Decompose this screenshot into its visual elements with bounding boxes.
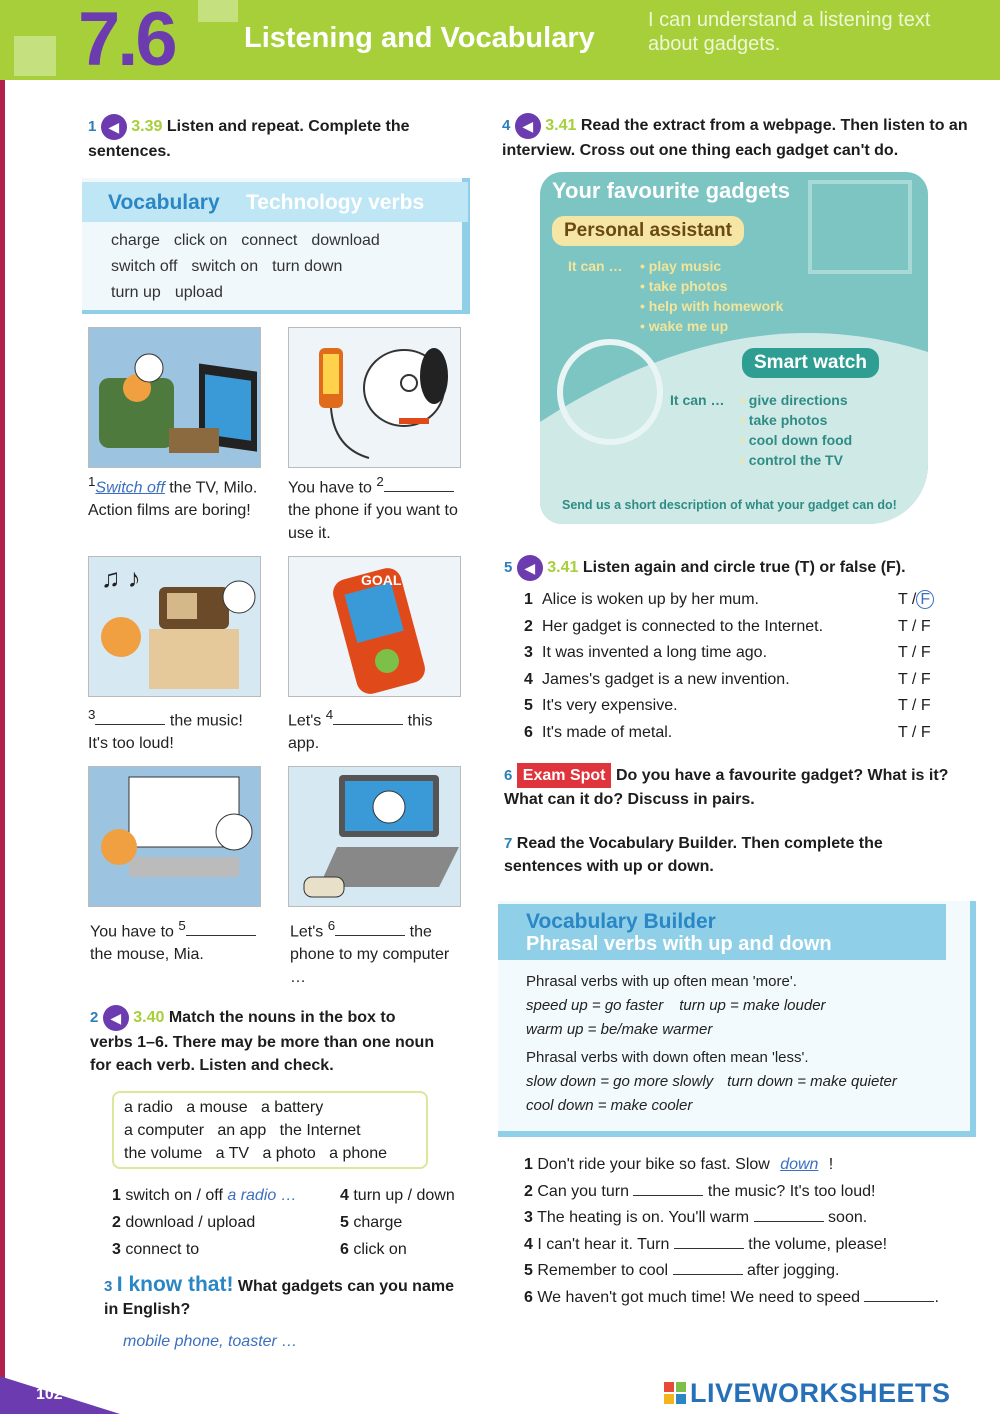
audio-icon[interactable]: ◀ [515, 113, 541, 139]
dog-phone-icon [289, 328, 461, 468]
ex4-instruction: Read the extract from a webpage. Then listen to an interview. Cross out one thing each gadget can't do. [502, 117, 968, 159]
word: turn down [272, 258, 343, 275]
ex7-instruction: Read the Vocabulary Builder. Then complete the sentences with up or down. [504, 835, 883, 875]
vb-line: Phrasal verbs with up often mean 'more'. [526, 973, 797, 990]
ex2-number: 2 [90, 1009, 99, 1027]
sentence: 3 The heating is on. You'll warm soon. [524, 1209, 868, 1226]
caption-text: the phone to my computer … [290, 923, 450, 987]
lesson-title: Listening and Vocabulary [244, 22, 595, 54]
verb-answer[interactable]: a radio … [227, 1187, 297, 1204]
liveworksheets-logo-icon [664, 1382, 686, 1404]
caption-2 [288, 470, 468, 545]
caption-text: the TV, Milo. Action films are boring! [88, 479, 258, 520]
ex5-number: 5 [504, 559, 513, 577]
lesson-goal: I can understand a listening text about gadgets. [648, 9, 931, 55]
sentence: 4 I can't hear it. Turn the volume, please! [524, 1235, 888, 1253]
nouns-row: a radio a mouse a battery [124, 1099, 324, 1116]
caption-text: the phone if you want to use it. [288, 502, 458, 543]
caption-answer[interactable]: Switch off [95, 479, 165, 497]
circled-answer[interactable]: F [916, 590, 934, 609]
illustration-phone-charge [288, 327, 461, 468]
card-footer: Send us a short description of what your gadget can do! [562, 498, 897, 512]
sentence: 1 Don't ride your bike so fast. Slow down ! [524, 1152, 994, 1179]
sentence-answer[interactable]: down [780, 1156, 819, 1173]
ex5-instruction: Listen again and circle true (T) or false (F). [582, 559, 906, 577]
page-number: 102 [36, 1386, 63, 1403]
illustration-app [288, 556, 461, 697]
true-false-list [524, 587, 954, 746]
illustration-radio [88, 556, 261, 697]
ex3-instruction-block [104, 1273, 464, 1321]
verb-item: 1 switch on / off a radio … [112, 1187, 297, 1204]
ex7-number: 7 [504, 835, 513, 852]
tf-row: 5 It's very expensive. T / F [524, 693, 954, 720]
nouns-row: the volume a TV a photo a phone [124, 1145, 387, 1162]
caption-3 [88, 703, 260, 755]
gadget2-list [740, 390, 852, 470]
tf-choice[interactable]: T / F [898, 697, 931, 714]
ex7-instruction-block [504, 832, 934, 878]
vb-subtitle: Phrasal verbs with up and down [526, 933, 832, 955]
gadget2-item[interactable]: • control the TV [740, 452, 843, 468]
tf-row: 6 It's made of metal. T / F [524, 720, 954, 747]
verb-item: 2 download / upload [112, 1214, 256, 1231]
svg-text:♫ ♪: ♫ ♪ [101, 563, 141, 593]
vb-line: Phrasal verbs with down often mean 'less'. [526, 1049, 809, 1066]
caption-number: 2 [376, 474, 384, 489]
ex1-instruction: Listen and repeat. Complete the sentences. [88, 118, 410, 160]
gadget1-item[interactable]: • play music [640, 258, 722, 274]
ex3-number: 3 [104, 1278, 113, 1295]
tf-row: 4 James's gadget is a new invention. T / F [524, 667, 954, 694]
caption-text: this app. [288, 712, 433, 753]
gadget1-list [640, 256, 783, 336]
tf-choice[interactable]: T / F [898, 617, 931, 635]
lesson-number: 7.6 [78, 0, 175, 82]
card-title: Your favourite gadgets [552, 178, 790, 203]
vocabulary-box-header [82, 182, 468, 222]
phone-app-icon [289, 557, 461, 697]
gadgets-webpage-card [540, 172, 928, 524]
caption-number: 4 [325, 707, 334, 722]
sentence: 2 Can you turn the music? It's too loud! [524, 1182, 876, 1200]
illustration-tv [88, 327, 261, 468]
ex1-track: 3.39 [131, 118, 163, 136]
caption-number: 6 [327, 918, 336, 933]
vb-line: warm up = be/make warmer [526, 1021, 713, 1038]
gadget2-item[interactable]: • give directions [740, 392, 848, 408]
ex4-number: 4 [502, 117, 511, 135]
answer-blank[interactable] [673, 1261, 743, 1275]
audio-icon[interactable]: ◀ [517, 555, 543, 581]
ex6-instruction-block [504, 763, 974, 811]
ex3-instruction: What gadgets can you name in English? [104, 1278, 454, 1318]
gadget1-item[interactable]: • take photos [640, 278, 728, 294]
caption-text: Let's [288, 712, 322, 730]
ex6-instruction: Do you have a favourite gadget? What is it? What can it do? Discuss in pairs. [504, 767, 949, 808]
answer-blank[interactable] [335, 922, 405, 936]
gadget2-label: Smart watch [742, 348, 879, 378]
gadget1-label: Personal assistant [552, 216, 744, 246]
answer-blank[interactable] [754, 1208, 824, 1222]
word: charge [111, 232, 160, 249]
word: turn up [111, 284, 161, 301]
caption-6 [290, 914, 462, 989]
gadget1-item[interactable]: • help with homework [640, 298, 784, 314]
exam-spot-badge: Exam Spot [517, 763, 612, 788]
answer-blank[interactable] [186, 922, 256, 936]
decor-square [14, 36, 56, 76]
verb-item: 4 turn up / down [340, 1187, 455, 1204]
illustration-laptop [288, 766, 461, 907]
decor-square [198, 0, 238, 22]
ex2-instruction-block [90, 1005, 440, 1077]
verbs-right [340, 1182, 480, 1263]
word: switch on [191, 258, 259, 275]
answer-blank[interactable] [674, 1235, 744, 1249]
sentence: 6 We haven't got much time! We need to speed . [524, 1288, 939, 1306]
vb-line: cool down = make cooler [526, 1097, 693, 1114]
caption-text: the mouse, Mia. [90, 946, 204, 964]
lesson-header [0, 0, 1000, 80]
tf-choice[interactable]: T / F [898, 644, 931, 661]
answer-blank[interactable] [95, 711, 165, 725]
answer-blank[interactable] [384, 478, 454, 492]
cat-dog-computer-icon [89, 767, 261, 907]
ex3-label: I know that! [116, 1273, 234, 1296]
caption-5 [90, 914, 270, 966]
screen-label: GOAL [361, 572, 402, 588]
vocabulary-title: Vocabulary [108, 191, 220, 214]
vb-content [526, 970, 956, 1118]
liveworksheets-brand[interactable]: LIVEWORKSHEETS [690, 1378, 951, 1408]
vb-title: Vocabulary Builder [526, 910, 716, 933]
caption-1 [88, 470, 260, 522]
sentence: 5 Remember to cool after jogging. [524, 1262, 840, 1279]
caption-number: 3 [88, 707, 96, 722]
verb-item: 3 connect to [112, 1241, 200, 1258]
ex5-track: 3.41 [547, 559, 579, 577]
ex4-instruction-block [502, 113, 982, 162]
answer-blank[interactable] [864, 1288, 934, 1302]
verb-item: 5 charge [340, 1214, 403, 1231]
word: connect [241, 232, 298, 249]
ex3-example[interactable]: mobile phone, toaster … [123, 1333, 298, 1350]
audio-icon[interactable]: ◀ [101, 114, 127, 140]
ex2-track: 3.40 [133, 1009, 165, 1027]
vb-line: speed up = go faster turn up = make louder [526, 997, 826, 1014]
cat-dog-radio-icon [89, 557, 261, 697]
caption-text: You have to [90, 923, 174, 941]
illustration-mouse [88, 766, 261, 907]
gadget2-item[interactable]: • take photos [740, 412, 828, 428]
word: switch off [111, 258, 178, 275]
page-spine [0, 80, 5, 1410]
gadget2-can: It can … [670, 392, 725, 408]
word: click on [173, 232, 228, 249]
gadget1-can: It can … [568, 258, 623, 274]
tf-row: 1 Alice is woken up by her mum. T / F [524, 587, 954, 614]
tf-choice[interactable]: T / F [898, 723, 931, 741]
tf-row: 3 It was invented a long time ago. T / F [524, 640, 954, 667]
laptop-phone-icon [289, 767, 461, 907]
verb-item: 6 click on [340, 1241, 407, 1258]
vb-line: slow down = go more slowly turn down = make quieter [526, 1073, 897, 1090]
tf-choice[interactable]: T / F [898, 587, 934, 614]
nouns-row: a computer an app the Internet [124, 1122, 361, 1139]
caption-number: 5 [178, 918, 186, 933]
caption-text: Let's [290, 923, 324, 941]
ex4-track: 3.41 [545, 117, 577, 135]
gadget1-item[interactable]: • wake me up [640, 318, 729, 334]
fill-in-sentences [524, 1152, 994, 1311]
ex1-instruction-block [88, 114, 468, 163]
ex5-instruction-block [504, 555, 974, 581]
ex6-number: 6 [504, 767, 513, 784]
answer-blank[interactable] [633, 1182, 703, 1196]
verbs-left [112, 1182, 332, 1263]
vocabulary-subtitle: Technology verbs [246, 191, 425, 214]
ex1-number: 1 [88, 118, 97, 136]
tf-row: 2 Her gadget is connected to the Internet. T / F [524, 614, 954, 641]
gadget2-item[interactable]: • cool down food [740, 432, 853, 448]
word: upload [174, 284, 223, 301]
word: download [311, 232, 380, 249]
answer-blank[interactable] [333, 711, 403, 725]
caption-4 [288, 703, 460, 755]
vocabulary-builder-header [498, 904, 946, 960]
caption-text: the music! It's too loud! [88, 712, 243, 753]
vocabulary-words [111, 228, 394, 306]
nouns-box [112, 1091, 428, 1169]
caption-text: You have to [288, 479, 372, 497]
caption-number: 1 [88, 474, 96, 489]
ex2-instruction: Match the nouns in the box to verbs 1–6. There may be more than one noun for each verb. Listen and check. [90, 1009, 435, 1074]
tf-choice[interactable]: T / F [898, 670, 931, 688]
audio-icon[interactable]: ◀ [103, 1005, 129, 1031]
dog-cat-tv-icon [89, 328, 261, 468]
